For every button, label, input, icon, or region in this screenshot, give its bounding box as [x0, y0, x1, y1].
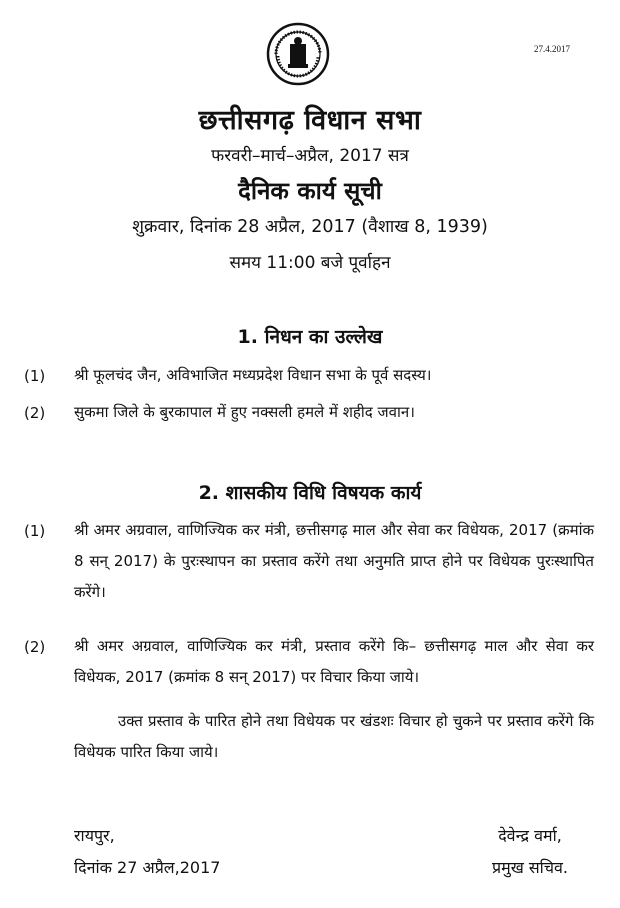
document-date: 27.4.2017: [534, 44, 570, 54]
list-item: श्री अमर अग्रवाल, वाणिज्यिक कर मंत्री, छत्तीसगढ़ माल और सेवा कर विधेयक, 2017 (क्रमांक 8 सन् 2017) के पुरःस्थापन का प्रस्ताव करेंगे तथा अनुमति प्राप्त होने पर विधेयक पुरःस्थापित करेंगे।: [74, 521, 594, 601]
list-item: श्री अमर अग्रवाल, वाणिज्यिक कर मंत्री, प्रस्ताव करेंगे कि– छत्तीसगढ़ माल और सेवा कर विधेयक, 2017 (क्रमांक 8 सन् 2017) पर विचार किया जाये।: [74, 637, 594, 686]
time-line: समय 11:00 बजे पूर्वाहन: [229, 253, 391, 273]
list-item: सुकमा जिले के बुरकापाल में हुए नक्सली हमले में शहीद जवान।: [74, 403, 415, 421]
item-number: (2): [24, 638, 46, 656]
issue-date: दिनांक 27 अप्रैल,2017: [74, 858, 221, 877]
session-line: फरवरी–मार्च–अप्रैल, 2017 सत्र: [211, 146, 409, 166]
place-date-block: [74, 820, 220, 884]
page-title: छत्तीसगढ़ विधान सभा: [198, 105, 422, 136]
date-line: शुक्रवार, दिनांक 28 अप्रैल, 2017 (वैशाख 8, 1939): [132, 217, 488, 237]
place: रायपुर,: [74, 826, 115, 845]
signature-block: [470, 820, 590, 884]
signatory-name: देवेन्द्र वर्मा,: [498, 826, 562, 845]
section-heading-legislative: 2. शासकीय विधि विषयक कार्य: [198, 482, 422, 504]
item-number: (1): [24, 367, 46, 385]
motion-paragraph: उक्त प्रस्ताव के पारित होने तथा विधेयक पर खंडशः विचार हो चुकने पर प्रस्ताव करेंगे कि विधेयक पारित किया जाये।: [74, 712, 594, 761]
assembly-emblem-icon: [266, 22, 330, 86]
section-heading-obituary: 1. निधन का उल्लेख: [237, 326, 383, 348]
signatory-title: प्रमुख सचिव.: [492, 858, 568, 877]
agenda-title: दैनिक कार्य सूची: [238, 177, 382, 205]
item-number: (1): [24, 522, 46, 540]
item-number: (2): [24, 404, 46, 422]
list-item: श्री फूलचंद जैन, अविभाजित मध्यप्रदेश विधान सभा के पूर्व सदस्य।: [74, 366, 432, 384]
